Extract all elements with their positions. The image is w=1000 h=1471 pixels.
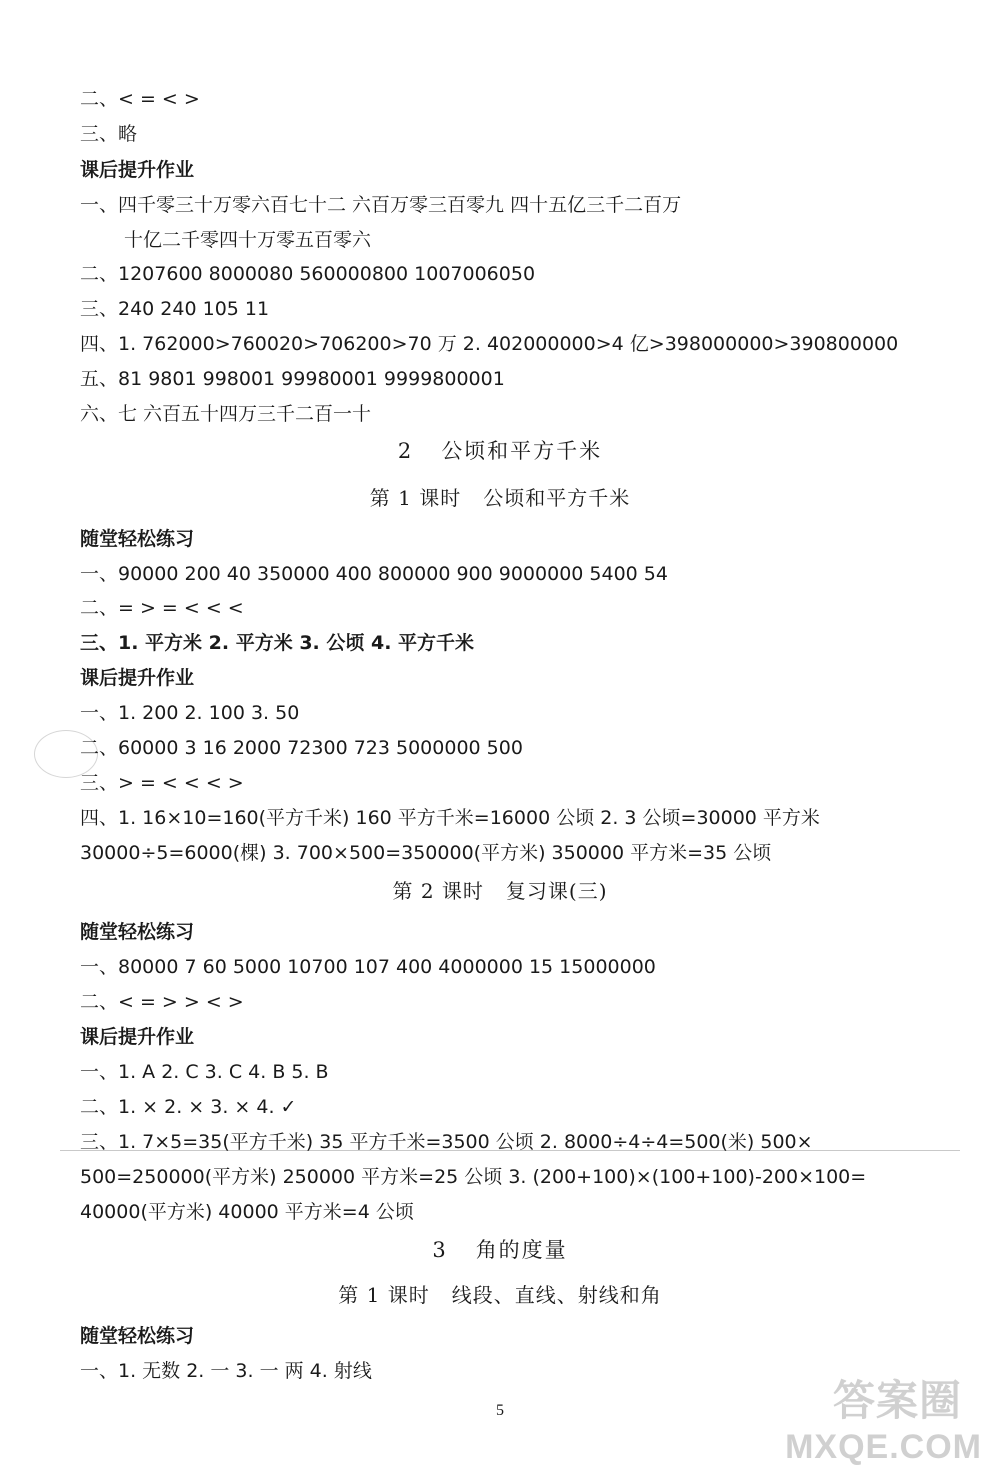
answer-line: 一、1. 无数 2. 一 3. 一 两 4. 射线 (80, 1360, 372, 1382)
answer-line: 二、< = > > < > (80, 991, 244, 1013)
subsection-heading: 随堂轻松练习 (80, 921, 195, 943)
answer-line: 二、1207600 8000080 560000800 1007006050 (80, 263, 536, 285)
section-number: 3 (432, 1238, 448, 1262)
answer-line: 500=250000(平方米) 250000 平方米=25 公顷 3. (200+100)×(100+100)-200×100= (80, 1166, 867, 1188)
answer-line: 二、60000 3 16 2000 72300 723 5000000 500 (80, 737, 523, 759)
answer-line: 三、> = < < < > (80, 772, 244, 794)
answer-line: 一、80000 7 60 5000 10700 107 400 4000000 15 15000000 (80, 956, 656, 978)
lesson-label: 第 1 课时 (369, 486, 462, 510)
lesson-heading (0, 484, 1000, 512)
answer-line: 十亿二千零四十万零五百零六 (124, 229, 372, 251)
answer-line: 一、1. A 2. C 3. C 4. B 5. B (80, 1061, 329, 1083)
answer-line: 五、81 9801 998001 99980001 9999800001 (80, 368, 505, 390)
lesson-title: 复习课(三) (505, 879, 608, 903)
subsection-heading: 课后提升作业 (80, 1026, 195, 1048)
lesson-title: 公顷和平方千米 (483, 486, 631, 510)
watermark-logo (785, 1368, 982, 1467)
section-title: 角的度量 (475, 1238, 568, 1262)
lesson-label: 第 2 课时 (392, 879, 484, 903)
section-title: 公顷和平方千米 (441, 439, 603, 463)
answer-line: 二、= > = < < < (80, 597, 244, 619)
section-heading (0, 1236, 1000, 1264)
answer-line: 40000(平方米) 40000 平方米=4 公顷 (80, 1201, 414, 1223)
answer-line: 三、1. 平方米 2. 平方米 3. 公顷 4. 平方千米 (80, 632, 475, 654)
watermark-url: MXQE.COM (785, 1428, 982, 1466)
answer-line: 三、略 (80, 123, 138, 145)
answer-line: 一、四千零三十万零六百七十二 六百万零三百零九 四十五亿三千二百万 (80, 194, 682, 216)
answer-line: 四、1. 16×10=160(平方千米) 160 平方千米=16000 公顷 2. 3 公顷=30000 平方米 (80, 807, 820, 829)
lesson-title: 线段、直线、射线和角 (451, 1283, 662, 1307)
subsection-heading: 随堂轻松练习 (80, 1325, 195, 1347)
page-number: 5 (496, 1402, 504, 1419)
answer-line: 一、1. 200 2. 100 3. 50 (80, 702, 300, 724)
answer-line: 一、90000 200 40 350000 400 800000 900 9000000 5400 54 (80, 563, 668, 585)
section-number: 2 (397, 439, 414, 463)
section-heading (0, 437, 1000, 465)
answer-line: 三、1. 7×5=35(平方千米) 35 平方千米=3500 公顷 2. 8000÷4÷4=500(米) 500× (80, 1131, 813, 1153)
watermark-text: 答案圈 (832, 1377, 962, 1424)
answer-line: 六、七 六百五十四万三千二百一十 (80, 403, 372, 425)
answer-line: 二、< = < > (80, 88, 200, 110)
lesson-heading (0, 877, 1000, 905)
answer-line: 四、1. 762000>760020>706200>70 万 2. 402000000>4 亿>398000000>390800000 (80, 333, 899, 355)
subsection-heading: 课后提升作业 (80, 159, 195, 181)
subsection-heading: 随堂轻松练习 (80, 528, 195, 550)
answer-line: 二、1. × 2. × 3. × 4. ✓ (80, 1096, 297, 1118)
answer-line: 30000÷5=6000(棵) 3. 700×500=350000(平方米) 350000 平方米=35 公顷 (80, 842, 772, 864)
lesson-heading (0, 1281, 1000, 1309)
subsection-heading: 课后提升作业 (80, 667, 195, 689)
answer-line: 三、240 240 105 11 (80, 298, 270, 320)
lesson-label: 第 1 课时 (338, 1283, 430, 1307)
